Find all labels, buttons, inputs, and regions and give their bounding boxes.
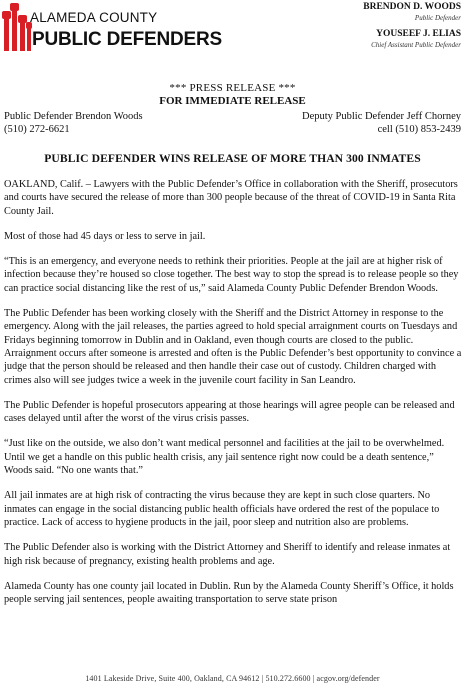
contact-left-name: Public Defender Brendon Woods <box>4 111 143 122</box>
press-release-label: *** PRESS RELEASE *** <box>169 82 296 94</box>
paragraph: OAKLAND, Calif. – Lawyers with the Public Defender’s Office in collaboration with the Sheriff, prosecutors and courts have secured the release of more than 300 people because of the threat of COVID-19 in Santa Rita County Jail. <box>4 179 458 217</box>
official-name-1: BRENDON D. WOODS <box>363 2 461 12</box>
paragraph: The Public Defender is hopeful prosecutors appearing at those hearings will agree people can be released and cases delayed until after the worst of the virus crisis passes. <box>4 399 455 425</box>
contact-right-phone: cell (510) 853-2439 <box>377 124 461 135</box>
immediate-release-label: FOR IMMEDIATE RELEASE <box>159 95 306 107</box>
headline: PUBLIC DEFENDER WINS RELEASE OF MORE THAN 300 INMATES <box>44 152 421 165</box>
org-name-line2: PUBLIC DEFENDERS <box>32 29 222 50</box>
contact-right-name: Deputy Public Defender Jeff Chorney <box>301 111 461 122</box>
official-title-2: Chief Assistant Public Defender <box>371 41 461 49</box>
org-name-line1: ALAMEDA COUNTY <box>30 10 158 25</box>
paragraph: “Just like on the outside, we also don’t want medical personnel and facilities at the jail to be overwhelmed. Until we get a handle on this public health crisis, any jail sentence right now could be a death sentence,” Woods said. “No one wants that.” <box>4 438 445 477</box>
paragraph: The Public Defender also is working with the District Attorney and Sheriff to identify and release inmates at high risk because of pregnancy, existing health problems and age. <box>4 542 451 567</box>
footer-address: 1401 Lakeside Drive, Suite 400, Oakland, CA 94612 | 510.272.6600 | acgov.org/defender <box>85 674 380 683</box>
paragraph: The Public Defender has been working closely with the Sheriff and the District Attorney in response to the emergency. Along with the jail releases, the parties agreed to hold special arraignment courts on Tuesdays and Fridays beginning tomorrow in Dublin and in Oakland, even though courts are closed to the public. Arraignment occurs after someone is arrested and often is the Public Defender’s best opportunity to convince a judge that the person should be released and then handle their case out of custody. Children charged with crimes also will see judges twice a week in the juvenile court facility in San Leandro. <box>4 308 462 386</box>
paragraph: “This is an emergency, and everyone needs to rethink their priorities. People at the jail are at higher risk of infection because they’re housed so close together. The best way to stop the spread is to release people so they can practice social distancing like the rest of us,” said Alameda County Public Defender Brendon Woods. <box>4 256 459 294</box>
officials-block <box>363 2 461 50</box>
contact-left-phone: (510) 272-6621 <box>4 124 70 135</box>
official-name-2: YOUSEEF J. ELIAS <box>376 29 461 39</box>
article-body <box>4 178 462 618</box>
paragraph: Alameda County has one county jail located in Dublin. Run by the Alameda County Sheriff’s Office, it holds people serving jail sentences, people awaiting transportation to serve state prison <box>4 580 454 606</box>
raised-fists-icon <box>2 3 32 51</box>
paragraph: Most of those had 45 days or less to serve in jail. <box>4 230 206 242</box>
paragraph: All jail inmates are at high risk of contracting the virus because they are kept in such close quarters. No inmates can engage in the social distancing public health officials have ordered the rest of the populace to practice. Lack of access to hygiene products in the jail, poor sleep and nutrition also are problems. <box>4 490 440 528</box>
org-logo <box>2 3 222 53</box>
press-release-banner <box>0 82 465 107</box>
official-title-1: Public Defender <box>414 14 461 22</box>
